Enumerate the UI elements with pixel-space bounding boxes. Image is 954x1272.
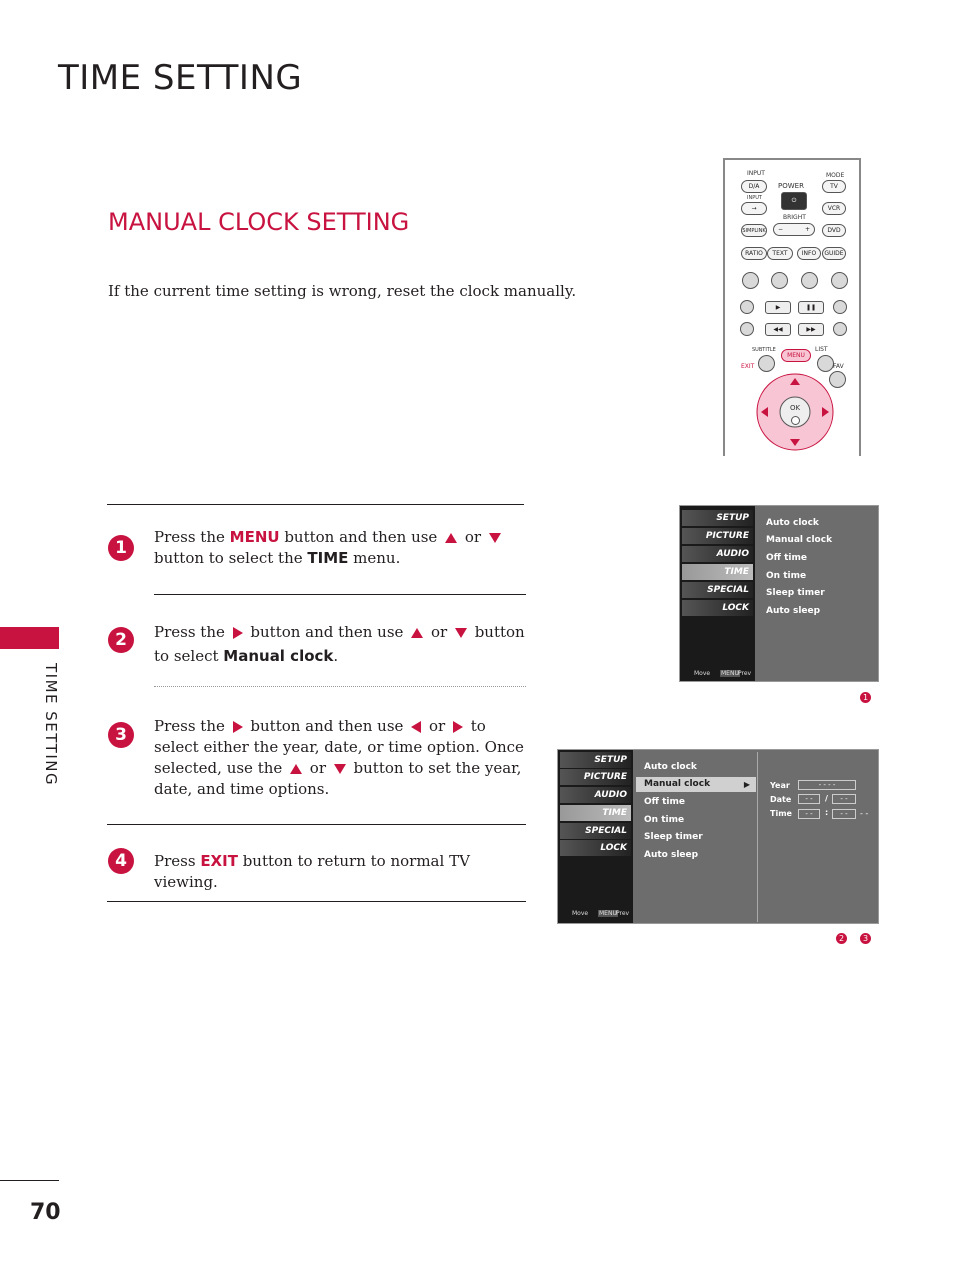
- step-1-number: 1: [108, 535, 134, 561]
- side-label: TIME SETTING: [42, 663, 60, 787]
- time-minute-field[interactable]: - -: [832, 809, 856, 819]
- divider-1: [154, 594, 526, 595]
- time-separator: :: [825, 808, 829, 817]
- remote-label-subtitle: SUBTITLE: [752, 347, 776, 353]
- menu-item-off-time[interactable]: Off time: [766, 553, 807, 563]
- date-label: Date: [770, 795, 792, 804]
- remote-text-button[interactable]: TEXT: [767, 247, 793, 260]
- menu-tab-special[interactable]: SPECIAL: [560, 823, 631, 839]
- menu-item-auto-clock[interactable]: Auto clock: [766, 518, 819, 528]
- date-month-field[interactable]: - -: [798, 794, 820, 804]
- remote-input-button[interactable]: →: [741, 202, 767, 215]
- menu-tab-setup[interactable]: SETUP: [682, 510, 753, 526]
- remote-ratio-button[interactable]: RATIO: [741, 247, 767, 260]
- menu-item-manual-clock-selected[interactable]: [636, 777, 756, 792]
- rewind-icon[interactable]: ◀◀: [765, 323, 791, 336]
- remote-ok-label: OK: [790, 404, 801, 412]
- divider-top: [107, 504, 524, 505]
- step-2-text: [154, 620, 526, 668]
- step-3-part: or: [305, 759, 331, 777]
- step-2-part: button to select: [154, 623, 525, 665]
- fast-forward-icon[interactable]: ▶▶: [798, 323, 824, 336]
- power-icon[interactable]: ⏻: [781, 192, 807, 210]
- menu-tab-lock[interactable]: LOCK: [682, 600, 753, 616]
- time-keyword: TIME: [307, 549, 349, 567]
- navigation-ring-icon[interactable]: [755, 372, 835, 452]
- ok-dot-icon: [791, 416, 800, 425]
- submenu-arrow-icon: ▶: [743, 780, 750, 789]
- step-1-part: menu.: [348, 549, 401, 567]
- step-2-part: button and then use: [245, 623, 409, 641]
- remote-label-power: POWER: [778, 182, 804, 190]
- time-menu-screenshot: [679, 505, 879, 682]
- nav-menu-hint: MENU: [599, 910, 617, 917]
- up-arrow-icon: [445, 533, 457, 543]
- date-separator: /: [825, 794, 828, 803]
- remote-color-button-3[interactable]: [801, 272, 818, 289]
- exit-keyword: EXIT: [200, 852, 238, 870]
- right-arrow-icon: [233, 627, 243, 639]
- submenu-divider: [757, 752, 758, 922]
- menu-tab-lock[interactable]: LOCK: [560, 840, 631, 856]
- menu-tab-audio[interactable]: AUDIO: [560, 787, 631, 803]
- stop-icon[interactable]: [740, 300, 754, 314]
- step-3-part: to select either the year, date, or time option. Once selected, use the: [154, 717, 524, 777]
- remote-simplink-button[interactable]: SIMPLINK: [741, 224, 767, 237]
- remote-menu-button[interactable]: MENU: [781, 349, 811, 362]
- step-ref-2: 2: [836, 933, 847, 944]
- dotted-divider: [154, 686, 526, 687]
- remote-color-button-1[interactable]: [742, 272, 759, 289]
- remote-subtitle-button[interactable]: [758, 355, 775, 372]
- remote-control-illustration: [723, 158, 861, 456]
- page-number-rule: [0, 1180, 59, 1181]
- step-3-part: Press the: [154, 717, 230, 735]
- nav-move-hint: Move: [572, 910, 589, 917]
- divider-2: [107, 824, 526, 825]
- step-4-number: 4: [108, 848, 134, 874]
- manual-clock-keyword: Manual clock: [223, 647, 334, 665]
- remote-guide-button[interactable]: GUIDE: [822, 247, 846, 260]
- remote-bright-rocker[interactable]: [773, 223, 815, 236]
- step-2-part: or: [426, 623, 452, 641]
- remote-label-list: LIST: [815, 346, 828, 353]
- down-arrow-icon: [455, 628, 467, 638]
- remote-label-bright: BRIGHT: [783, 214, 806, 221]
- divider-bottom: [107, 901, 526, 902]
- manual-clock-menu-screenshot: [557, 749, 879, 924]
- nav-prev-hint: Prev: [616, 910, 630, 917]
- menu-item-auto-clock[interactable]: Auto clock: [644, 762, 697, 772]
- menu-item-auto-sleep[interactable]: Auto sleep: [644, 850, 699, 860]
- step-2-number: 2: [108, 627, 134, 653]
- down-arrow-icon: [334, 764, 346, 774]
- step-1-part: Press the: [154, 528, 230, 546]
- remote-label-exit: EXIT: [741, 363, 755, 370]
- menu-tab-time[interactable]: TIME: [560, 805, 631, 821]
- step-1-text: [154, 527, 526, 569]
- menu-tab-audio[interactable]: AUDIO: [682, 546, 753, 562]
- remote-vcr-button[interactable]: VCR: [822, 202, 846, 215]
- step-1-part: or: [460, 528, 486, 546]
- step-4-text: [154, 851, 526, 893]
- step-1-part: button and then use: [279, 528, 443, 546]
- side-tab-marker: [0, 627, 59, 649]
- menu-tab-picture[interactable]: PICTURE: [560, 769, 631, 785]
- remote-label-mode: MODE: [826, 172, 845, 179]
- menu-tab-column: [680, 506, 755, 681]
- menu-tab-setup[interactable]: SETUP: [560, 752, 631, 768]
- right-arrow-icon: [453, 721, 463, 733]
- remote-info-button[interactable]: INFO: [797, 247, 821, 260]
- remote-dvd-button[interactable]: DVD: [822, 224, 846, 237]
- right-arrow-icon: [233, 721, 243, 733]
- time-ampm[interactable]: - -: [860, 809, 869, 818]
- section-title: MANUAL CLOCK SETTING: [108, 208, 410, 236]
- step-3-number: 3: [108, 722, 134, 748]
- menu-item-on-time[interactable]: On time: [644, 815, 685, 825]
- up-arrow-icon: [290, 764, 302, 774]
- remote-label-input: INPUT: [747, 170, 765, 177]
- step-3-part: button and then use: [245, 717, 409, 735]
- time-label: Time: [770, 809, 792, 818]
- skip-forward-icon[interactable]: [833, 322, 847, 336]
- time-hour-field[interactable]: - -: [798, 809, 820, 819]
- step-ref-3: 3: [860, 933, 871, 944]
- step-3-text: [154, 716, 526, 800]
- up-arrow-icon: [411, 628, 423, 638]
- down-arrow-icon: [489, 533, 501, 543]
- left-arrow-icon: [411, 721, 421, 733]
- intro-text: If the current time setting is wrong, reset the clock manually.: [108, 282, 577, 300]
- step-1-part: button to select the: [154, 549, 308, 567]
- remote-tv-button[interactable]: TV: [822, 180, 846, 193]
- remote-color-button-4[interactable]: [831, 272, 848, 289]
- menu-item-auto-sleep[interactable]: Auto sleep: [766, 606, 821, 616]
- nav-prev-hint: Prev: [738, 670, 752, 677]
- menu-tab-column: [558, 750, 633, 923]
- menu-keyword: MENU: [229, 528, 280, 546]
- selected-item-label: Manual clock: [644, 779, 711, 789]
- menu-tab-special[interactable]: SPECIAL: [682, 582, 753, 598]
- year-field[interactable]: - - - -: [798, 780, 856, 790]
- remote-list-button[interactable]: [817, 355, 834, 372]
- step-4-part: button to return to normal TV viewing.: [154, 852, 470, 891]
- remote-da-button[interactable]: D/A: [741, 180, 767, 193]
- year-label: Year: [770, 781, 790, 790]
- bright-plus: +: [804, 226, 810, 233]
- remote-label-input-small: INPUT: [747, 195, 762, 201]
- bright-minus: −: [778, 226, 784, 233]
- menu-item-sleep-timer[interactable]: Sleep timer: [766, 588, 825, 598]
- skip-back-icon[interactable]: [740, 322, 754, 336]
- date-day-field[interactable]: - -: [832, 794, 856, 804]
- pause-icon[interactable]: ❚❚: [798, 301, 824, 314]
- step-3-part: or: [424, 717, 450, 735]
- step-ref-1: 1: [860, 692, 871, 703]
- menu-tab-time[interactable]: TIME: [682, 564, 753, 580]
- step-4-part: Press: [154, 852, 201, 870]
- remote-label-fav: FAV: [833, 363, 844, 370]
- remote-color-button-2[interactable]: [771, 272, 788, 289]
- page-number: 70: [30, 1200, 61, 1225]
- page-title: TIME SETTING: [58, 58, 303, 98]
- menu-item-on-time[interactable]: On time: [766, 571, 807, 581]
- nav-move-hint: Move: [694, 670, 711, 677]
- menu-tab-picture[interactable]: PICTURE: [682, 528, 753, 544]
- step-2-part: .: [333, 647, 339, 665]
- step-2-part: Press the: [154, 623, 230, 641]
- menu-item-off-time[interactable]: Off time: [644, 797, 685, 807]
- menu-item-sleep-timer[interactable]: Sleep timer: [644, 832, 703, 842]
- step-3-part: button to set the year, date, and time options.: [154, 759, 522, 798]
- nav-menu-hint: MENU: [721, 670, 739, 677]
- play-icon[interactable]: ▶: [765, 301, 791, 314]
- record-icon[interactable]: [833, 300, 847, 314]
- menu-item-manual-clock[interactable]: Manual clock: [766, 535, 833, 545]
